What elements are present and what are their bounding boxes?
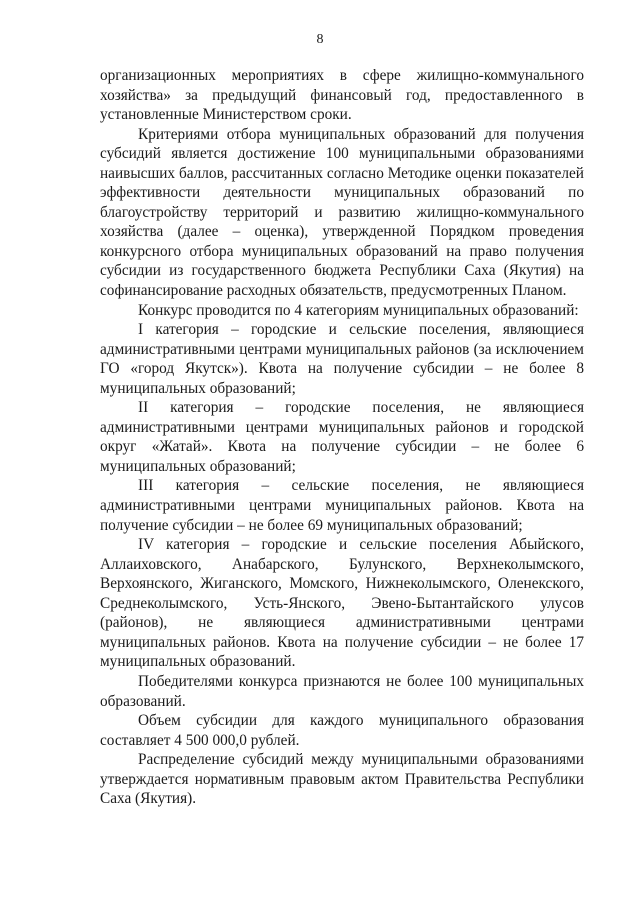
paragraph-1-continuation: организационных мероприятиях в сфере жилищно-коммунального хозяйства» за предыдущий финансовый год, предоставленного в установленные Министерством сроки. [100, 67, 584, 124]
paragraph-distribution: Распределение субсидий между муниципальными образованиями утверждается нормативным правовым актом Правительства Республики Саха (Якутия). [100, 751, 584, 808]
paragraph-winners: Победителями конкурса признаются не более 100 муниципальных образований. [100, 672, 584, 710]
paragraph-categories-intro: Конкурс проводится по 4 категориям муниципальных образований: [138, 301, 579, 319]
document-body [100, 66, 584, 809]
paragraph-category-4: IV категория – городские и сельские поселения Абыйского, Аллаиховского, Анабарского, Булунского, Верхнеколымского, Верхоянского, Жиганского, Момского, Нижнеколымского, Оленекского, Среднеколымского, Усть-Янского, Эвено-Бытантайского улусов (районов), не являющиеся административными центрами муниципальных районов. Квота на получение субсидии – не более 17 муниципальных образований. [100, 536, 584, 671]
paragraph-subsidy-amount: Объем субсидии для каждого муниципального образования составляет 4 500 000,0 рублей. [100, 712, 584, 749]
paragraph-category-1: I категория – городские и сельские поселения, являющиеся административными центрами муниципальных районов (за исключением ГО «город Якутск»). Квота на получение субсидии – не более 8 муниципальных образований; [100, 321, 584, 397]
paragraph-category-2: II категория – городские поселения, не являющиеся административными центрами муниципальных районов и городской округ «Жатай». Квота на получение субсидии – не более 6 муниципальных образований; [100, 399, 584, 475]
paragraph-category-3: III категория – сельские поселения, не являющиеся административными центрами муниципальных районов. Квота на получение субсидии – не более 69 муниципальных образований; [100, 477, 584, 534]
page-number: 8 [316, 32, 324, 47]
paragraph-selection-criteria: Критериями отбора муниципальных образований для получения субсидий является достижение 100 муниципальными образованиями наивысших баллов, рассчитанных согласно Методике оценки показателей эффективности деятельности муниципальных образований по благоустройству территорий и развитию жилищно-коммунального хозяйства (далее – оценка), утвержденной Порядком проведения конкурсного отбора муниципальных образований на право получения субсидии из государственного бюджета Республики Саха (Якутия) на софинансирование расходных обязательств, предусмотренных Планом. [100, 125, 584, 300]
